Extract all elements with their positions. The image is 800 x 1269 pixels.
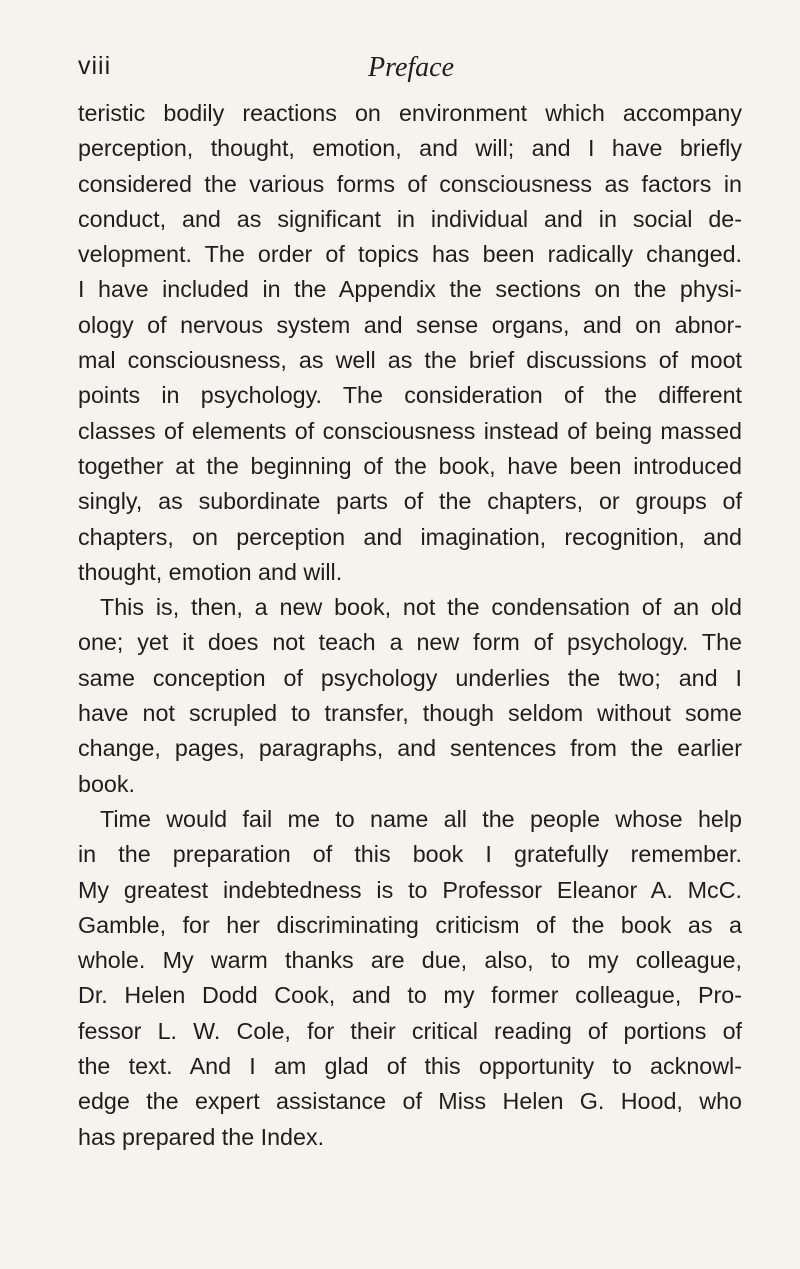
text-line: My greatest indebtedness is to Professor Eleanor A. McC. <box>78 876 742 903</box>
text-line: perception, thought, emotion, and will; and I have briefly <box>78 135 742 162</box>
text-line: same conception of psychology underlies the two; and I <box>78 664 742 691</box>
text-line: teristic bodily reactions on environment which accompany <box>78 100 742 126</box>
text-line: have not scrupled to transfer, though seldom without some <box>78 700 742 727</box>
text-line: considered the various forms of consciousness as factors in <box>78 170 742 197</box>
text-line: chapters, on perception and imagination, recognition, and <box>78 523 742 550</box>
text-line: velopment. The order of topics has been radically changed. <box>78 241 742 268</box>
text-line: edge the expert assistance of Miss Helen G. Hood, who <box>78 1088 742 1115</box>
text-line: one; yet it does not teach a new form of psychology. The <box>78 629 742 656</box>
text-line: the text. And I am glad of this opportunity to acknowl- <box>78 1053 742 1080</box>
text-line: change, pages, paragraphs, and sentences from the earlier <box>78 735 742 762</box>
text-line: Gamble, for her discriminating criticism of the book as a <box>78 911 742 938</box>
page-number: viii <box>78 52 112 80</box>
paragraph-end-line: book. <box>78 770 135 797</box>
text-line: Dr. Helen Dodd Cook, and to my former colleague, Pro- <box>78 982 742 1009</box>
text-line: classes of elements of consciousness instead of being massed <box>78 417 742 444</box>
text-line: singly, as subordinate parts of the chapters, or groups of <box>78 488 742 515</box>
text-line: I have included in the Appendix the sections on the physi- <box>78 276 742 303</box>
paragraph-end-line: thought, emotion and will. <box>78 558 343 585</box>
body-text <box>78 96 742 1155</box>
paragraph-start-line: Time would fail me to name all the people whose help <box>100 805 742 832</box>
text-line: ology of nervous system and sense organs, and on abnor- <box>78 311 742 338</box>
paragraph-end-line: has prepared the Index. <box>78 1123 325 1150</box>
running-head <box>0 52 800 92</box>
text-line: points in psychology. The consideration of the different <box>78 382 742 409</box>
text-line: conduct, and as significant in individual and in social de- <box>78 205 742 232</box>
text-line: mal consciousness, as well as the brief discussions of moot <box>78 347 742 374</box>
text-line: together at the beginning of the book, have been introduced <box>78 452 742 479</box>
text-line: whole. My warm thanks are due, also, to my colleague, <box>78 947 742 974</box>
running-title: Preface <box>367 52 455 83</box>
paragraph-start-line: This is, then, a new book, not the condensation of an old <box>100 594 742 621</box>
text-line: in the preparation of this book I gratefully remember. <box>78 841 742 868</box>
text-line: fessor L. W. Cole, for their critical reading of portions of <box>78 1017 742 1044</box>
